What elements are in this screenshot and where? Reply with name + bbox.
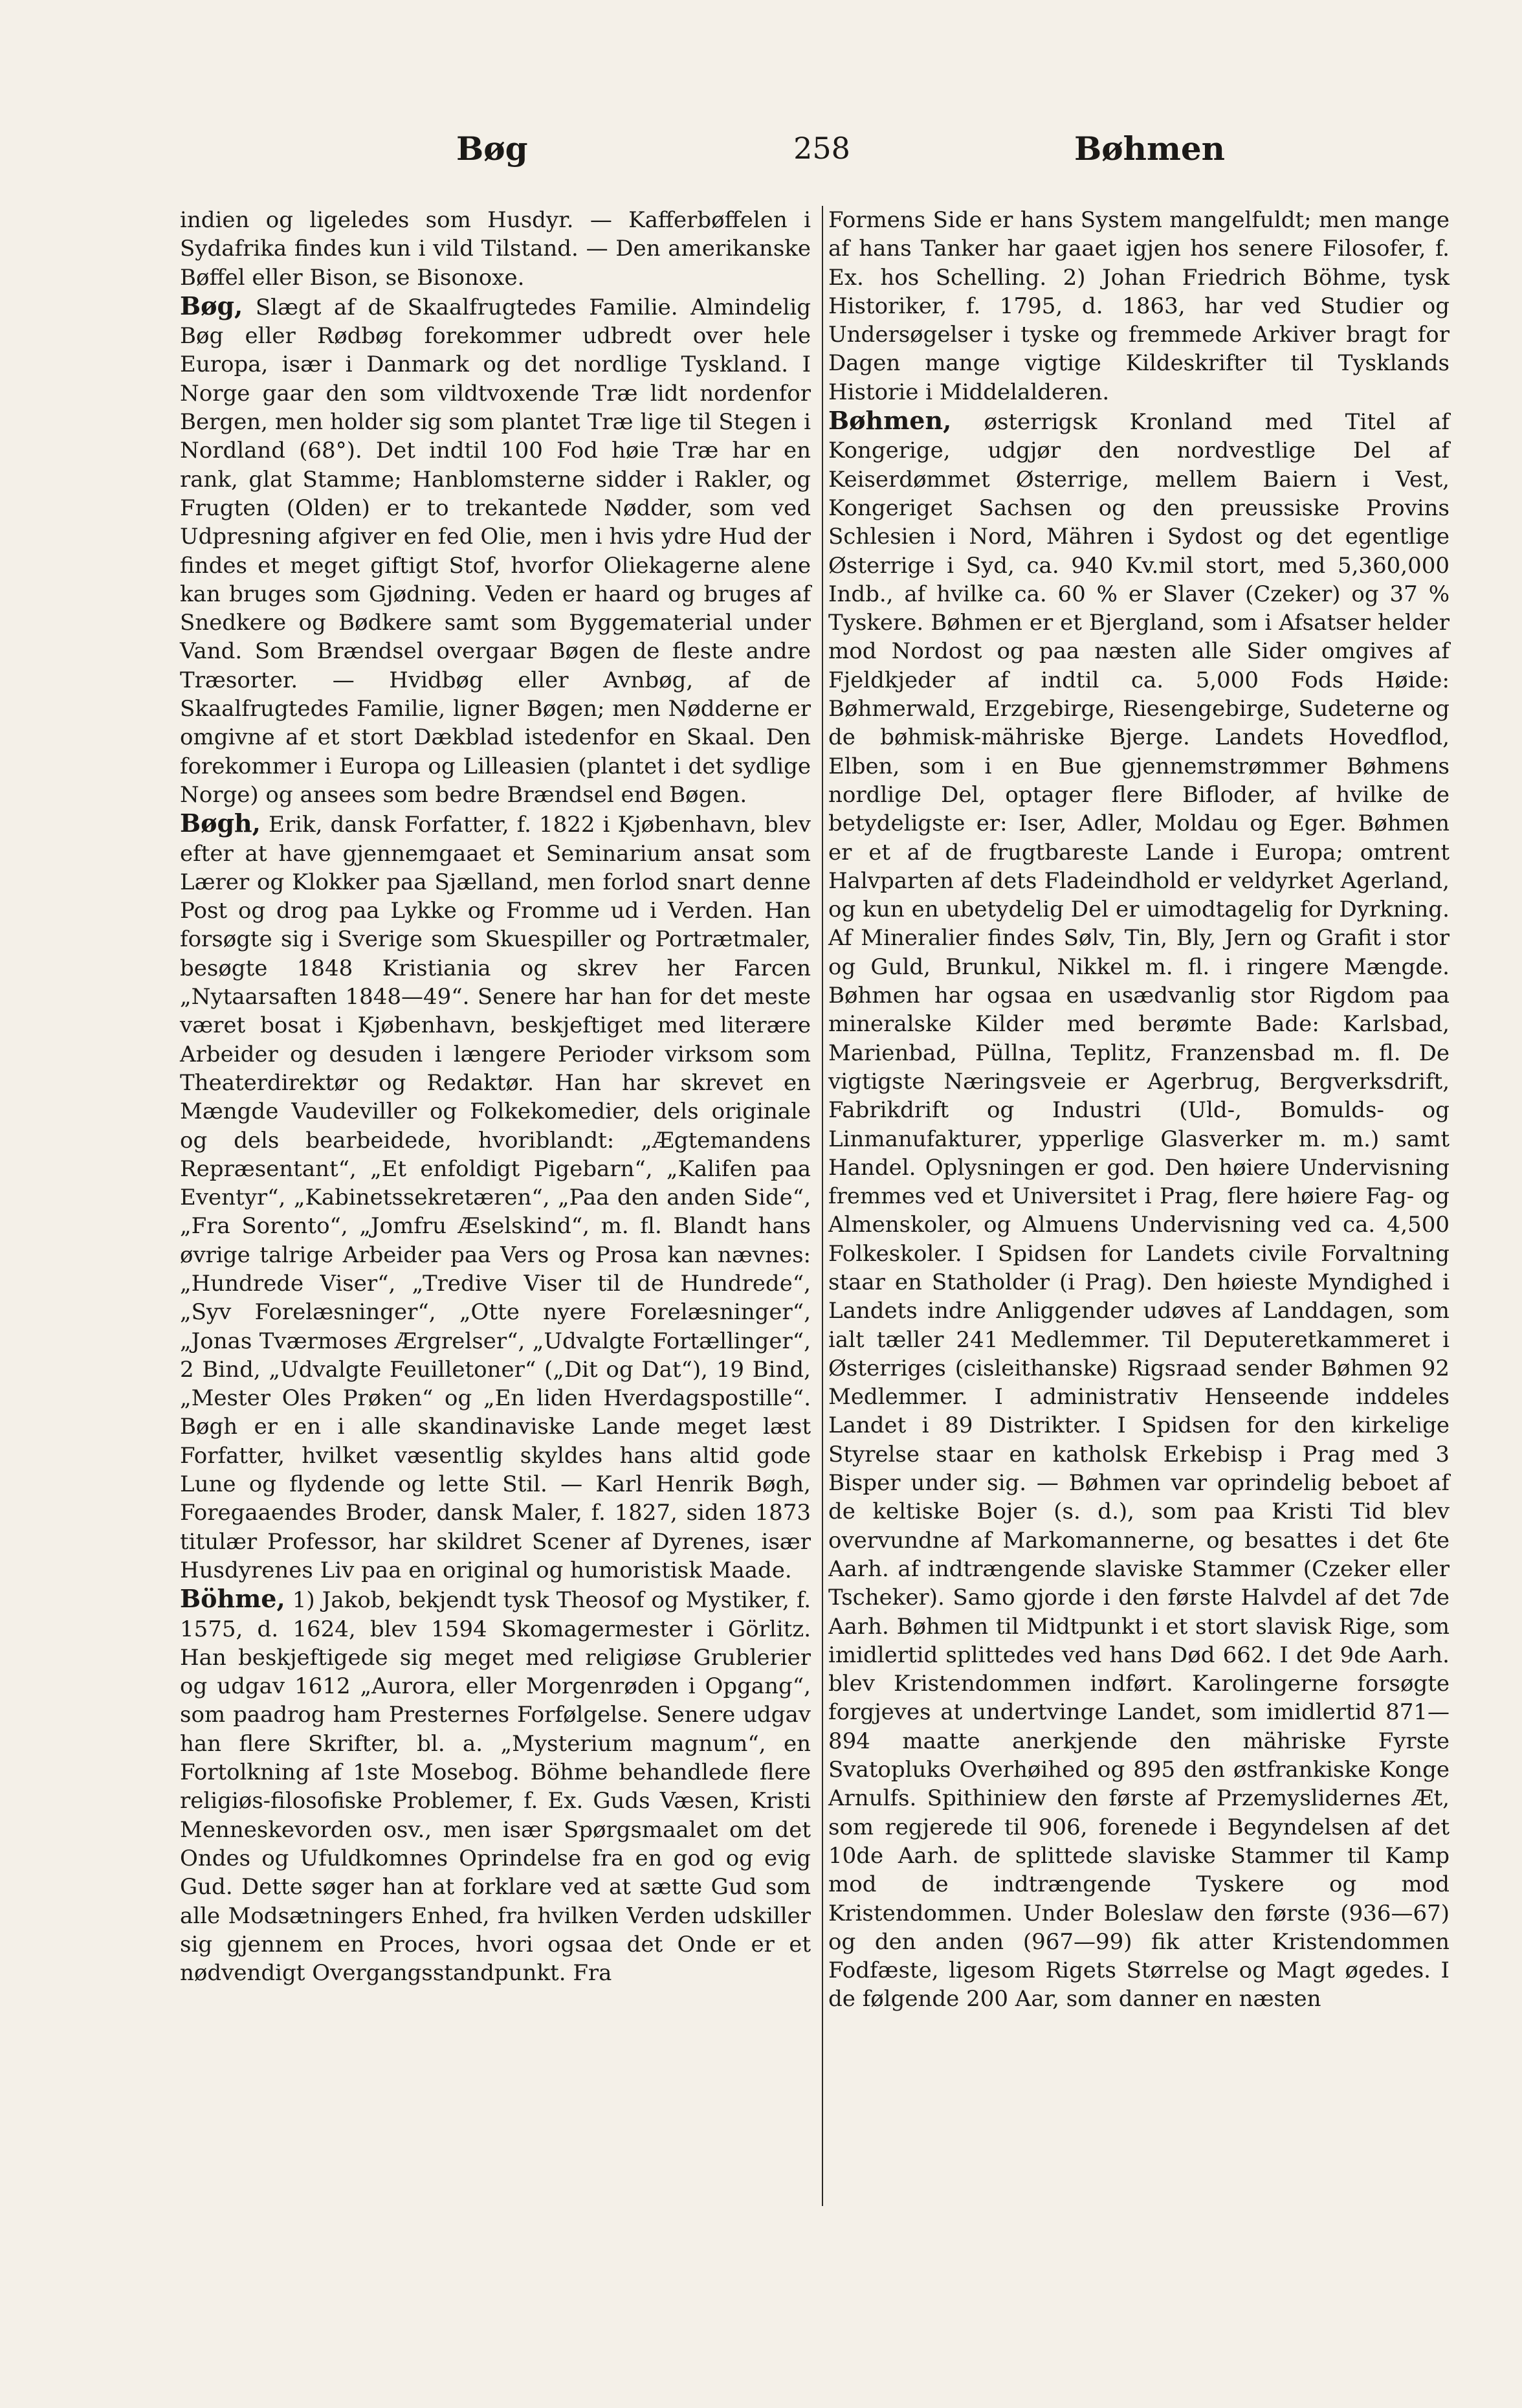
column-divider bbox=[822, 206, 823, 2206]
running-head bbox=[171, 129, 1462, 175]
entry-text: Formens Side er hans System mangelfuldt; men mange af hans Tanker har gaaet igjen hos senere Filosofer, f. Ex. hos Schelling. 2) Johan Friedrich Böhme, tysk Historiker, f. 1795, d. 1863, har ved Studier og Undersøgelser i tyske og fremmede Arkiver bragt for Dagen mange vigtige Kildeskrifter til Tysklands Historie i Middelalderen. bbox=[828, 207, 1450, 405]
entry-headword: Bøgh, bbox=[180, 808, 261, 838]
entry-text: 1) Jakob, bekjendt tysk Theosof og Mystiker, f. 1575, d. 1624, blev 1594 Skomagermester i Görlitz. Han beskjeftigede sig meget med religiøse Grublerier og udgav 1612 „Aurora, eller Morgenrøden i Opgang“, som paadrog ham Presternes Forfølgelse. Senere udgav han flere Skrifter, bl. a. „Mysterium magnum“, en Fortolkning af 1ste Mosebog. Böhme behandlede flere religiøs-filosofiske Problemer, f. Ex. Guds Væsen, Kristi Menneskevorden osv., men især Spørgsmaalet om det Ondes og Ufuldkomnes Oprindelse fra en god og evig Gud. Dette søger han at forklare ved at sætte Gud som alle Modsætningers Enhed, fra hvilken Verden udskiller sig gjennem en Proces, hvori ogsaa det Onde er et nødvendigt Overgangsstandpunkt. Fra bbox=[180, 1587, 811, 1987]
right-column bbox=[828, 206, 1450, 2014]
entry-bog bbox=[180, 292, 811, 809]
entry-text: Slægt af de Skaalfrugtedes Familie. Almindelig Bøg eller Rødbøg forekommer udbredt over hele Europa, især i Danmark og det nordlige Tyskland. I Norge gaar den som vildtvoxende Træ lidt nordenfor Bergen, men holder sig som plantet Træ lige til Stegen i Nordland (68°). Det indtil 100 Fod høie Træ har en rank, glat Stamme; Hanblomsterne sidder i Rakler, og Frugten (Olden) er to trekantede Nødder, som ved Udpresning afgiver en fed Olie, men i hvis ydre Hud der findes et meget giftigt Stof, hvorfor Oliekagerne alene kan bruges som Gjødning. Veden er haard og bruges af Snedkere og Bødkere samt som Byggematerial under Vand. Som Brændsel overgaar Bøgen de fleste andre Træsorter. — Hvidbøg eller Avnbøg, af de Skaalfrugtedes Familie, ligner Bøgen; men Nødderne er omgivne af et stort Dækblad istedenfor en Skaal. Den forekommer i Europa og Lilleasien (plantet i det sydlige Norge) og ansees som bedre Brændsel end Bøgen. bbox=[180, 294, 811, 808]
entry-text: Erik, dansk Forfatter, f. 1822 i Kjøbenhavn, blev efter at have gjennemgaaet et Seminarium ansat som Lærer og Klokker paa Sjælland, men forlod snart denne Post og drog paa Lykke og Fromme ud i Verden. Han forsøgte sig i Sverige som Skuespiller og Portrætmaler, besøgte 1848 Kristiania og skrev her Farcen „Nytaarsaften 1848—49“. Senere har han for det meste været bosat i Kjøbenhavn, beskjeftiget med literære Arbeider og desuden i længere Perioder virksom som Theaterdirektør og Redaktør. Han har skrevet en Mængde Vaudeviller og Folkekomedier, dels originale og dels bearbeidede, hvoriblandt: „Ægtemandens Repræsentant“, „Et enfoldigt Pigebarn“, „Kalifen paa Eventyr“, „Kabinetssekretæren“, „Paa den anden Side“, „Fra Sorento“, „Jomfru Æselskind“, m. fl. Blandt hans øvrige talrige Arbeider paa Vers og Prosa kan nævnes: „Hundrede Viser“, „Tredive Viser til de Hundrede“, „Syv Forelæsninger“, „Otte nyere Forelæsninger“, „Jonas Tværmoses Ærgrelser“, „Udvalgte Fortællinger“, 2 Bind, „Udvalgte Feuilletoner“ („Dit og Dat“), 19 Bind, „Mester Oles Prøken“ og „En liden Hverdagspostille“. Bøgh er en i alle skandinaviske Lande meget læst Forfatter, hvilket væsentlig skyldes hans altid gode Lune og flydende og lette Stil. — Karl Henrik Bøgh, Foregaaendes Broder, dansk Maler, f. 1827, siden 1873 titulær Professor, har skildret Scener af Dyrenes, især Husdyrenes Liv paa en original og humoristisk Maade. bbox=[180, 812, 811, 1583]
entry-headword: Bøhmen, bbox=[828, 406, 952, 436]
entry-headword: Böhme, bbox=[180, 1584, 285, 1614]
entry-continuation bbox=[180, 206, 811, 292]
left-column bbox=[180, 206, 811, 1987]
page-number: 258 bbox=[793, 131, 850, 166]
left-headword: Bøg bbox=[456, 129, 528, 168]
right-headword: Bøhmen bbox=[1074, 129, 1226, 168]
entry-text: østerrigsk Kronland med Titel af Kongerige, udgjør den nordvestlige Del af Keiserdømmet Østerrige, mellem Baiern i Vest, Kongeriget Sachsen og den preussiske Provins Schlesien i Nord, Mähren i Sydost og det egentlige Østerrige i Syd, ca. 940 Kv.mil stort, med 5,360,000 Indb., af hvilke ca. 60 % er Slaver (Czeker) og 37 % Tyskere. Bøhmen er et Bjergland, som i Afsatser helder mod Nordost og paa næsten alle Sider omgives af Fjeldkjeder af indtil ca. 5,000 Fods Høide: Bøhmerwald, Erzgebirge, Riesengebirge, Sudeterne og de bøhmisk-mähriske Bjerge. Landets Hovedflod, Elben, som i en Bue gjennemstrømmer Bøhmens nordlige Del, optager flere Bifloder, af hvilke de betydeligste er: Iser, Adler, Moldau og Eger. Bøhmen er et af de frugtbareste Lande i Europa; omtrent Halvparten af dets Fladeindhold er veldyrket Agerland, og kun en ubetydelig Del er uimodtagelig for Dyrkning. Af Mineralier findes Sølv, Tin, Bly, Jern og Grafit i stor og Guld, Brunkul, Nikkel m. fl. i ringere Mængde. Bøhmen har ogsaa en usædvanlig stor Rigdom paa mineralske Kilder med berømte Bade: Karlsbad, Marienbad, Püllna, Teplitz, Franzensbad m. fl. De vigtigste Næringsveie er Agerbrug, Bergverksdrift, Fabrikdrift og Industri (Uld-, Bomulds- og Linmanufakturer, ypperlige Glasverker m. m.) samt Handel. Oplysningen er god. Den høiere Undervisning fremmes ved et Universitet i Prag, flere høiere Fag- og Almenskoler, og Almuens Undervisning ved ca. 4,500 Folkeskoler. I Spidsen for Landets civile Forvaltning staar en Statholder (i Prag). Den høieste Myndighed i Landets indre Anliggender udøves af Landdagen, som ialt tæller 241 Medlemmer. Til Deputeretkammeret i Østerriges (cisleithanske) Rigsraad sender Bøhmen 92 Medlemmer. I administrativ Henseende inddeles Landet i 89 Distrikter. I Spidsen for den kirkelige Styrelse staar en katholsk Erkebisp i Prag med 3 Bisper under sig. — Bøhmen var oprindelig beboet af de keltiske Bojer (s. d.), som paa Kristi Tid blev overvundne af Markomannerne, og besattes i det 6te Aarh. af indtrængende slaviske Stammer (Czeker eller Tscheker). Samo gjorde i den første Halvdel af det 7de Aarh. Bøhmen til Midtpunkt i et stort slavisk Rige, som imidlertid splittedes ved hans Død 662. I det 9de Aarh. blev Kristendommen indført. Karolingerne forsøgte forgjeves at undertvinge Landet, som imidlertid 871—894 maatte anerkjende den mähriske Fyrste Svatopluks Overhøihed og 895 den østfrankiske Konge Arnulfs. Spithiniew den første af Przemyslidernes Æt, som regjerede til 906, forenede i Begyndelsen af det 10de Aarh. de splittede slaviske Stammer til Kamp mod de indtrængende Tyskere og mod Kristendommen. Under Boleslaw den første (936—67) og den anden (967—99) fik atter Kristendommen Fodfæste, ligesom Rigets Størrelse og Magt øgedes. I de følgende 200 Aar, som danner en næsten bbox=[828, 409, 1450, 2012]
entry-bohmen bbox=[828, 407, 1450, 2014]
entry-continuation bbox=[828, 206, 1450, 407]
entry-text: indien og ligeledes som Husdyr. — Kafferbøffelen i Sydafrika findes kun i vild Tilstand. — Den amerikanske Bøffel eller Bison, se Bisonoxe. bbox=[180, 207, 811, 291]
entry-headword: Bøg, bbox=[180, 291, 243, 320]
entry-bohme bbox=[180, 1585, 811, 1987]
entry-bogh bbox=[180, 809, 811, 1585]
